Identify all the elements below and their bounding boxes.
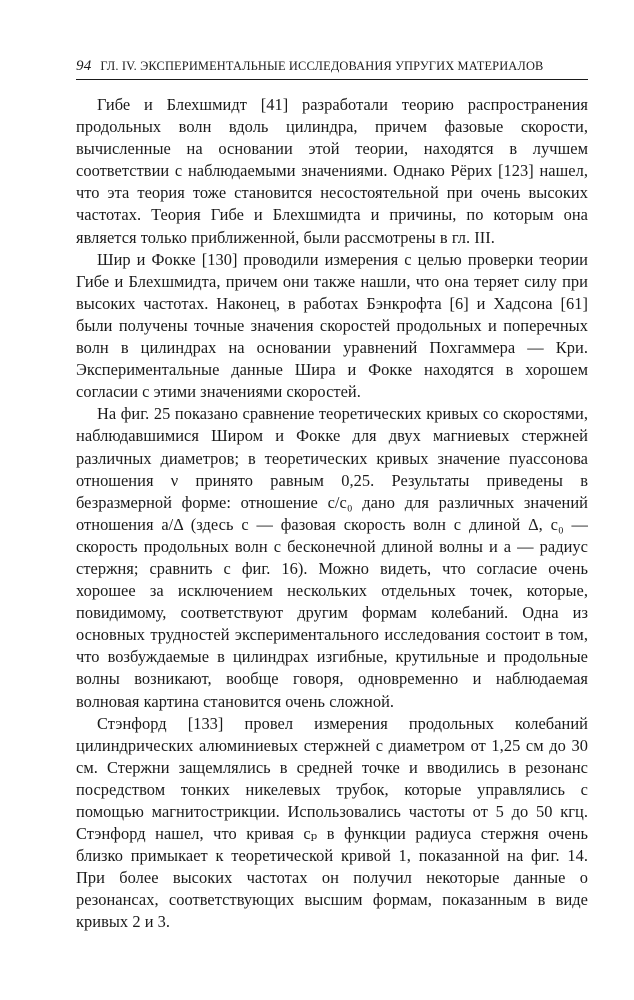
paragraph: На фиг. 25 показано сравнение теоретических кривых со скоростями, наблюдавшимися Широм и Фокке для двух магниевых стержней различных диаметров; в теоретических кривых значение пуассонова отношения ν принято равным 0,25. Результаты приведены в безразмерной форме: отношение c/c₀ дано для различных значений отношения a/Δ (здесь c — фазовая скорость волн с длиной Δ, c₀ — скорость продольных волн с бесконечной длиной волны и a — радиус стержня; сравнить с фиг. 16). Можно видеть, что согласие очень хорошее за исключением нескольких отдельных точек, которые, повидимому, соответствуют другим формам колебаний. Одна из основных трудностей экспериментального исследования состоит в том, что возбуждаемые в цилиндрах изгибные, крутильные и продольные волны возникают, вообще говоря, одновременно и наблюдаемая волновая картина становится очень сложной.: [76, 404, 588, 711]
book-page: [76, 58, 588, 934]
paragraph: Гибе и Блехшмидт [41] разработали теорию распространения продольных волн вдоль цилиндра, причем фазовые скорости, вычисленные на основании этой теории, находятся в лучшем соответствии с наблюдаемыми значениями. Однако Рёрих [123] нашел, что эта теория тоже становится несостоятельной при очень высоких частотах. Теория Гибе и Блехшмидта и причины, по которым она является только приближенной, были рассмотрены в гл. III.: [76, 95, 588, 247]
page-number: 94: [76, 58, 92, 74]
running-title: ГЛ. IV. ЭКСПЕРИМЕНТАЛЬНЫЕ ИССЛЕДОВАНИЯ УПРУГИХ МАТЕРИАЛОВ: [100, 59, 544, 73]
paragraph: Стэнфорд [133] провел измерения продольных колебаний цилиндрических алюминиевых стержней с диаметром от 1,25 см до 30 см. Стержни защемлялись в средней точке и вводились в резонанс посредством тонких никелевых трубок, которые управлялись с помощью магнитострикции. Использовались частоты от 5 до 50 кгц. Стэнфорд нашел, что кривая cₚ в функции радиуса стержня очень близко примыкает к теоретической кривой 1, показанной на фиг. 14. При более высоких частотах он получил некоторые данные о резонансах, соответствующих высшим формам, показанным в виде кривых 2 и 3.: [76, 713, 588, 932]
body-text: [76, 94, 588, 934]
paragraph: Шир и Фокке [130] проводили измерения с целью проверки теории Гибе и Блехшмидта, причем они также нашли, что она теряет силу при высоких частотах. Наконец, в работах Бэнкрофта [6] и Хадсона [61] были получены точные значения скоростей продольных и поперечных волн в цилиндрах на основании уравнений Похгаммера — Кри. Экспериментальные данные Шира и Фокке находятся в хорошем согласии с этими значениями скоростей.: [76, 249, 588, 402]
running-head: [76, 58, 588, 80]
